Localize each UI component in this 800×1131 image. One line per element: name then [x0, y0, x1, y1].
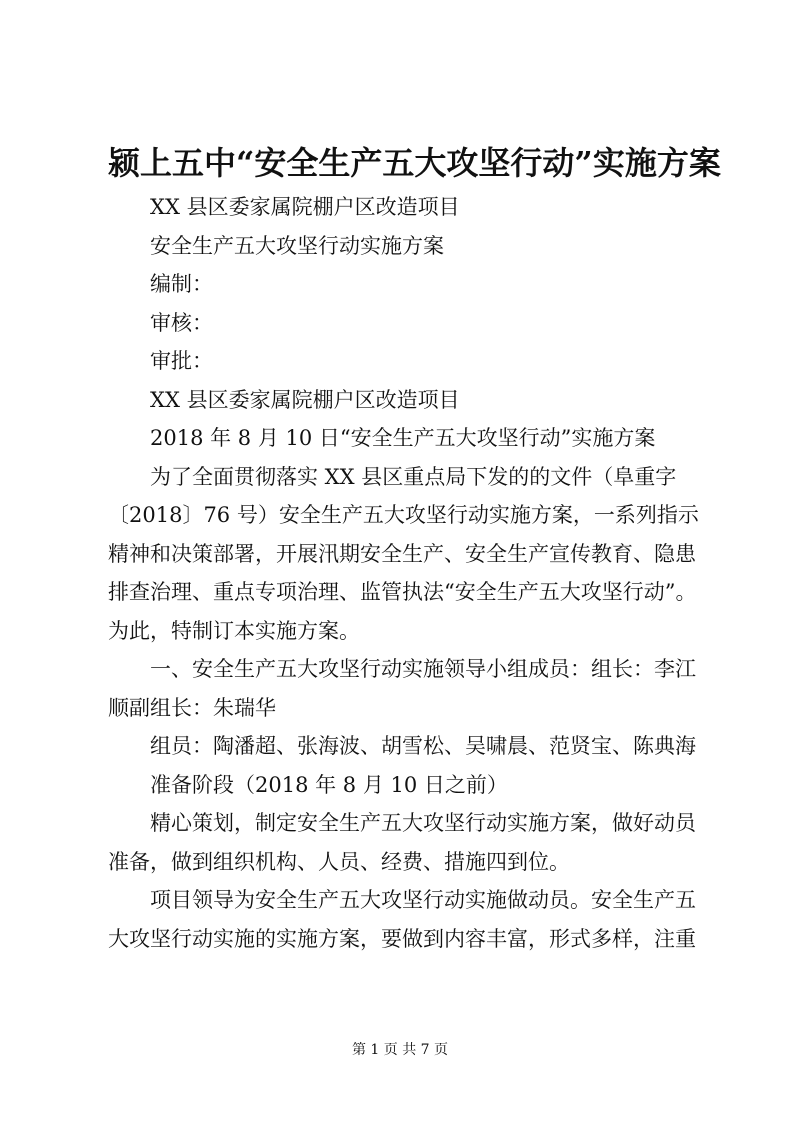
paragraph-line: 为了全面贯彻落实 XX 县区重点局下发的的文件（阜重字: [150, 464, 677, 489]
paragraph-line: 编制：: [150, 272, 213, 296]
paragraph-line: 排查治理、重点专项治理、监管执法“安全生产五大攻坚行动”。: [108, 580, 697, 604]
document-title: 颍上五中“安全生产五大攻坚行动”实施方案: [108, 144, 721, 182]
paragraph-line: 一、安全生产五大攻坚行动实施领导小组成员：组长：李江: [150, 657, 696, 681]
paragraph-line: XX 县区委家属院棚户区改造项目: [150, 387, 460, 412]
paragraph-line: XX 县区委家属院棚户区改造项目: [150, 195, 460, 219]
paragraph-line: 大攻坚行动实施的实施方案，要做到内容丰富，形式多样，注重: [108, 926, 696, 951]
paragraph-line: 审核：: [150, 310, 213, 335]
paragraph-line: 〔2018〕76 号）安全生产五大攻坚行动实施方案，一系列指示: [108, 503, 699, 527]
paragraph-line: 审批：: [150, 349, 213, 373]
paragraph-line: 顺副组长：朱瑞华: [108, 695, 276, 720]
document-body: [108, 188, 718, 958]
paragraph-line: 项目领导为安全生产五大攻坚行动实施做动员。安全生产五: [150, 888, 696, 912]
paragraph-line: 为此，特制订本实施方案。: [108, 618, 360, 643]
paragraph-line: 准备，做到组织机构、人员、经费、措施四到位。: [108, 849, 570, 874]
paragraph-line: 安全生产五大攻坚行动实施方案: [150, 233, 444, 258]
paragraph-line: 准备阶段（2018 年 8 月 10 日之前）: [150, 772, 508, 797]
paragraph-line: 精神和决策部署，开展汛期安全生产、安全生产宣传教育、隐患: [108, 541, 696, 566]
paragraph-line: 组员：陶潘超、张海波、胡雪松、吴啸晨、范贤宝、陈典海: [150, 734, 696, 758]
page-footer: 第 1 页 共 7 页: [351, 1042, 449, 1058]
paragraph-line: 2018 年 8 月 10 日“安全生产五大攻坚行动”实施方案: [150, 426, 656, 450]
paragraph-line: 精心策划，制定安全生产五大攻坚行动实施方案，做好动员: [150, 811, 696, 835]
